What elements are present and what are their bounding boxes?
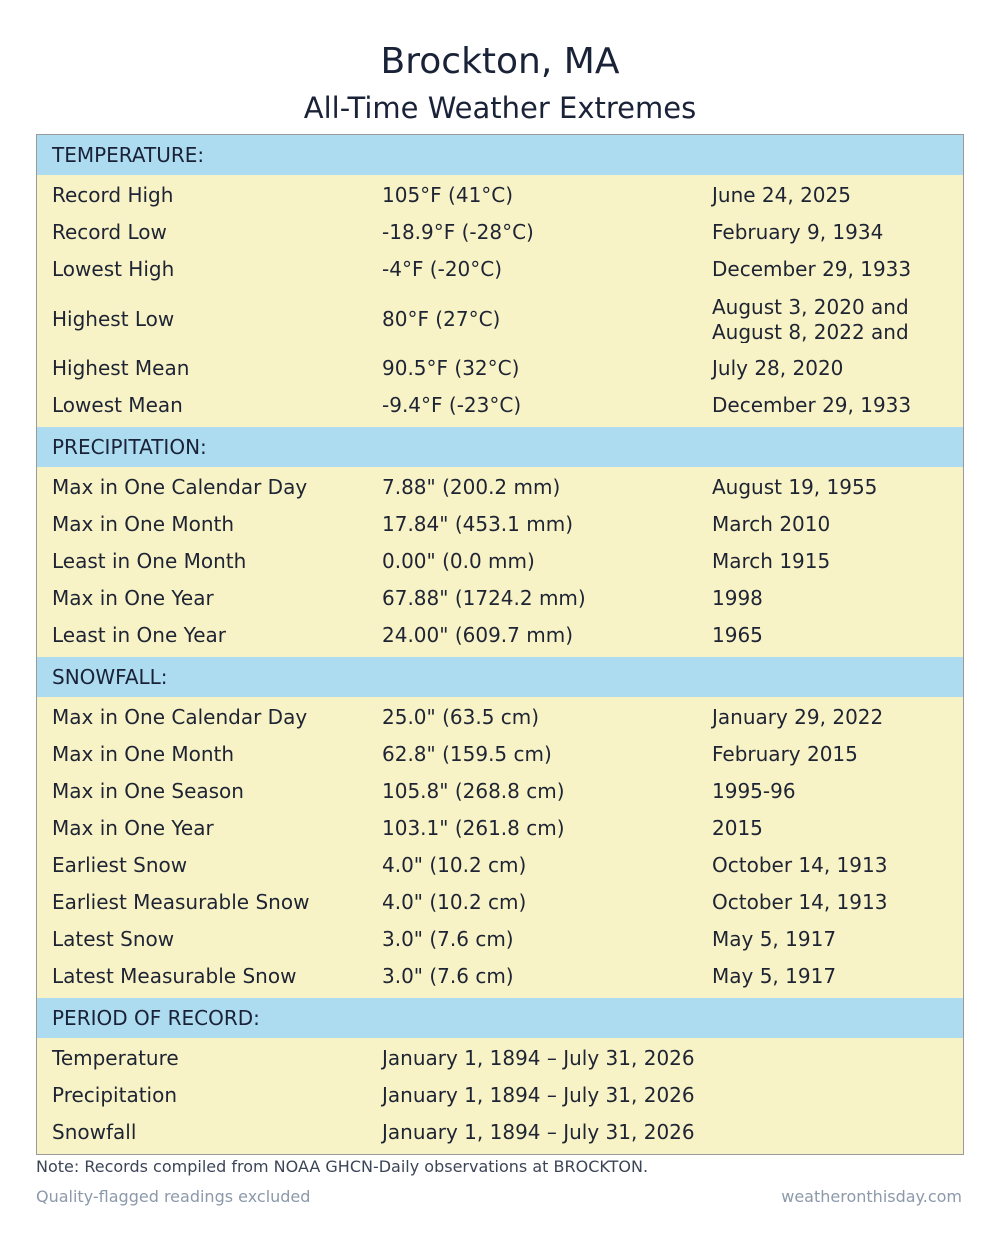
record-date: December 29, 1933 xyxy=(712,257,912,281)
table-row xyxy=(37,214,963,251)
table-row xyxy=(37,617,963,654)
record-date: 1998 xyxy=(712,586,763,610)
record-label: Precipitation xyxy=(52,1083,178,1107)
table-row xyxy=(37,736,963,773)
table-row xyxy=(37,1077,963,1114)
record-value: 3.0" (7.6 cm) xyxy=(382,964,514,988)
record-label: Highest Low xyxy=(52,307,175,331)
record-label: Least in One Month xyxy=(52,549,247,573)
record-label: Earliest Snow xyxy=(52,853,188,877)
record-value: January 1, 1894 – July 31, 2026 xyxy=(382,1083,695,1107)
record-value: 80°F (27°C) xyxy=(382,307,501,331)
records-table xyxy=(36,134,964,1155)
record-date: May 5, 1917 xyxy=(712,927,837,951)
record-date: October 14, 1913 xyxy=(712,890,888,914)
record-date: February 2015 xyxy=(712,742,858,766)
record-date: October 14, 1913 xyxy=(712,853,888,877)
table-row xyxy=(37,884,963,921)
record-date: February 9, 1934 xyxy=(712,220,884,244)
record-date: March 1915 xyxy=(712,549,831,573)
record-label: Lowest High xyxy=(52,257,175,281)
table-row xyxy=(37,177,963,214)
record-value: 4.0" (10.2 cm) xyxy=(382,853,527,877)
precipitation-rows xyxy=(37,467,963,657)
section-header-snowfall: SNOWFALL: xyxy=(37,657,963,697)
record-date: 1965 xyxy=(712,623,763,647)
record-date: 2015 xyxy=(712,816,763,840)
record-value: 3.0" (7.6 cm) xyxy=(382,927,514,951)
page-subtitle: All-Time Weather Extremes xyxy=(303,91,697,125)
record-label: Max in One Month xyxy=(52,512,235,536)
footer-quality-note: Quality-flagged readings excluded xyxy=(36,1187,311,1206)
table-row xyxy=(37,469,963,506)
table-row xyxy=(37,580,963,617)
record-value: 7.88" (200.2 mm) xyxy=(382,475,561,499)
record-label: Max in One Month xyxy=(52,742,235,766)
table-row xyxy=(37,387,963,424)
snowfall-rows xyxy=(37,697,963,998)
record-label: Record Low xyxy=(52,220,167,244)
record-label: Max in One Year xyxy=(52,586,214,610)
record-value: 62.8" (159.5 cm) xyxy=(382,742,552,766)
table-row xyxy=(37,251,963,288)
record-date: August 19, 1955 xyxy=(712,475,878,499)
record-label: Earliest Measurable Snow xyxy=(52,890,310,914)
table-row xyxy=(37,773,963,810)
record-label: Record High xyxy=(52,183,174,207)
record-value: 0.00" (0.0 mm) xyxy=(382,549,535,573)
period-rows xyxy=(37,1038,963,1154)
record-value: January 1, 1894 – July 31, 2026 xyxy=(382,1120,695,1144)
table-row xyxy=(37,506,963,543)
record-label: Max in One Season xyxy=(52,779,244,803)
record-date: June 24, 2025 xyxy=(712,183,851,207)
table-row xyxy=(37,810,963,847)
table-row xyxy=(37,1040,963,1077)
record-date: 1995-96 xyxy=(712,779,796,803)
table-row xyxy=(37,543,963,580)
table-row xyxy=(37,699,963,736)
footer-note: Note: Records compiled from NOAA GHCN-Daily observations at BROCKTON. xyxy=(36,1157,649,1176)
record-value: January 1, 1894 – July 31, 2026 xyxy=(382,1046,695,1070)
record-label: Max in One Year xyxy=(52,816,214,840)
record-value: 105°F (41°C) xyxy=(382,183,514,207)
record-value: 103.1" (261.8 cm) xyxy=(382,816,565,840)
record-label: Least in One Year xyxy=(52,623,226,647)
section-header-period-of-record: PERIOD OF RECORD: xyxy=(37,998,963,1038)
section-header-temperature: TEMPERATURE: xyxy=(37,135,963,175)
record-date: August 3, 2020 and August 8, 2022 and xyxy=(712,295,909,343)
record-label: Latest Measurable Snow xyxy=(52,964,297,988)
record-date: March 2010 xyxy=(712,512,831,536)
record-label: Latest Snow xyxy=(52,927,175,951)
record-label: Max in One Calendar Day xyxy=(52,705,308,729)
record-label: Highest Mean xyxy=(52,356,190,380)
record-value: 17.84" (453.1 mm) xyxy=(382,512,573,536)
record-value: -9.4°F (-23°C) xyxy=(382,393,522,417)
record-value: 67.88" (1724.2 mm) xyxy=(382,586,586,610)
section-header-precipitation: PRECIPITATION: xyxy=(37,427,963,467)
record-date: May 5, 1917 xyxy=(712,964,837,988)
record-value: 24.00" (609.7 mm) xyxy=(382,623,573,647)
record-label: Max in One Calendar Day xyxy=(52,475,308,499)
record-label: Lowest Mean xyxy=(52,393,183,417)
record-value: 4.0" (10.2 cm) xyxy=(382,890,527,914)
record-date: January 29, 2022 xyxy=(712,705,884,729)
page-title: Brockton, MA xyxy=(380,41,620,82)
table-row xyxy=(37,288,963,350)
record-value: 90.5°F (32°C) xyxy=(382,356,520,380)
table-row xyxy=(37,921,963,958)
record-value: -4°F (-20°C) xyxy=(382,257,503,281)
temperature-rows xyxy=(37,175,963,427)
record-value: 25.0" (63.5 cm) xyxy=(382,705,540,729)
table-row xyxy=(37,958,963,995)
record-date: July 28, 2020 xyxy=(712,356,844,380)
footer-site-credit: weatheronthisday.com xyxy=(781,1187,962,1206)
record-label: Temperature xyxy=(52,1046,179,1070)
record-value: -18.9°F (-28°C) xyxy=(382,220,534,244)
record-value: 105.8" (268.8 cm) xyxy=(382,779,565,803)
table-row xyxy=(37,1114,963,1151)
record-date: December 29, 1933 xyxy=(712,393,912,417)
table-row xyxy=(37,847,963,884)
table-row xyxy=(37,350,963,387)
record-label: Snowfall xyxy=(52,1120,137,1144)
